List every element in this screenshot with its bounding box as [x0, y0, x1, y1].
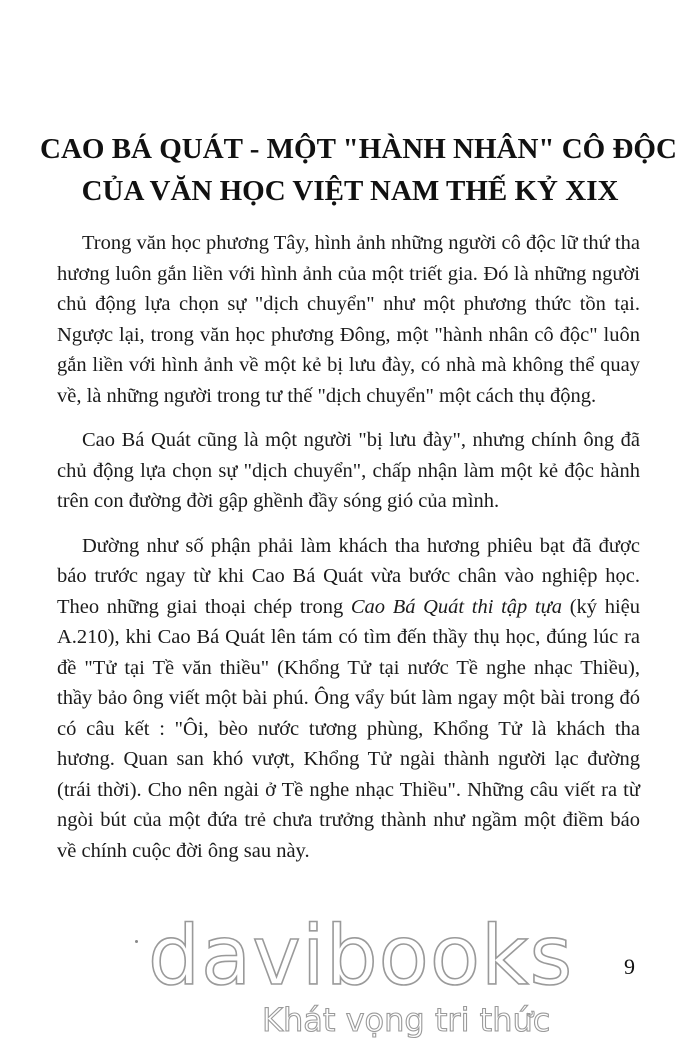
- paragraph-3-text-a: Dường như số phận phải làm khách tha hương phiêu bạt đã được báo trước ngay từ khi Cao Bá Quát vừa bước chân vào nghiệp học. Theo những giai thoại chép trong: [57, 534, 640, 618]
- paragraph-2: Cao Bá Quát cũng là một người "bị lưu đày", nhưng chính ông đã chủ động lựa chọn sự "dịch chuyển", chấp nhận làm một kẻ độc hành trên con đường đời gập ghềnh đầy sóng gió của mình.: [57, 429, 640, 512]
- watermark-logo: davibooks: [148, 909, 574, 1004]
- paragraph-3: [57, 531, 640, 867]
- body-text: [57, 228, 640, 880]
- paragraph-1: Trong văn học phương Tây, hình ảnh những người cô độc lữ thứ tha hương luôn gắn liền với hình ảnh của một triết gia. Đó là những người chủ động lựa chọn sự "dịch chuyển" như một phương thức tồn tại. Ngược lại, trong văn học phương Đông, một "hành nhân cô độc" luôn gắn liền với hình ảnh về một kẻ bị lưu đày, có nhà mà không thể quay về, là những người trong tư thế "dịch chuyển" một cách thụ động.: [57, 232, 640, 407]
- chapter-title-line-1: CAO BÁ QUÁT - MỘT "HÀNH NHÂN" CÔ ĐỘC: [40, 133, 677, 165]
- watermark-tagline: Khát vọng tri thức: [262, 1001, 551, 1039]
- page-number: 9: [624, 954, 635, 979]
- chapter-title: [40, 128, 677, 212]
- scan-speck: [135, 940, 138, 943]
- book-title-italic: Cao Bá Quát thi tập tựa: [350, 595, 563, 618]
- paragraph-3-text-b: (ký hiệu A.210), khi Cao Bá Quát lên tám có tìm đến thầy thụ học, đúng lúc ra đề "Tử tại Tề văn thiều" (Khổng Tử tại nước Tề nghe nhạc Thiều), thầy bảo ông viết một bài phú. Ông vẩy bút làm ngay một bài trong đó có câu kết : "Ôi, bèo nước tương phùng, Khổng Tử là khách tha hương. Quan san khó vượt, Khổng Tử ngài thành người lạc đường (trái thời). Cho nên ngài ở Tề nghe nhạc Thiều". Những câu viết ra từ ngòi bút của một đứa trẻ chưa trưởng thành như ngầm một điềm báo về chính cuộc đời ông sau này.: [57, 595, 640, 862]
- chapter-title-line-2: CỦA VĂN HỌC VIỆT NAM THẾ KỶ XIX: [81, 175, 619, 207]
